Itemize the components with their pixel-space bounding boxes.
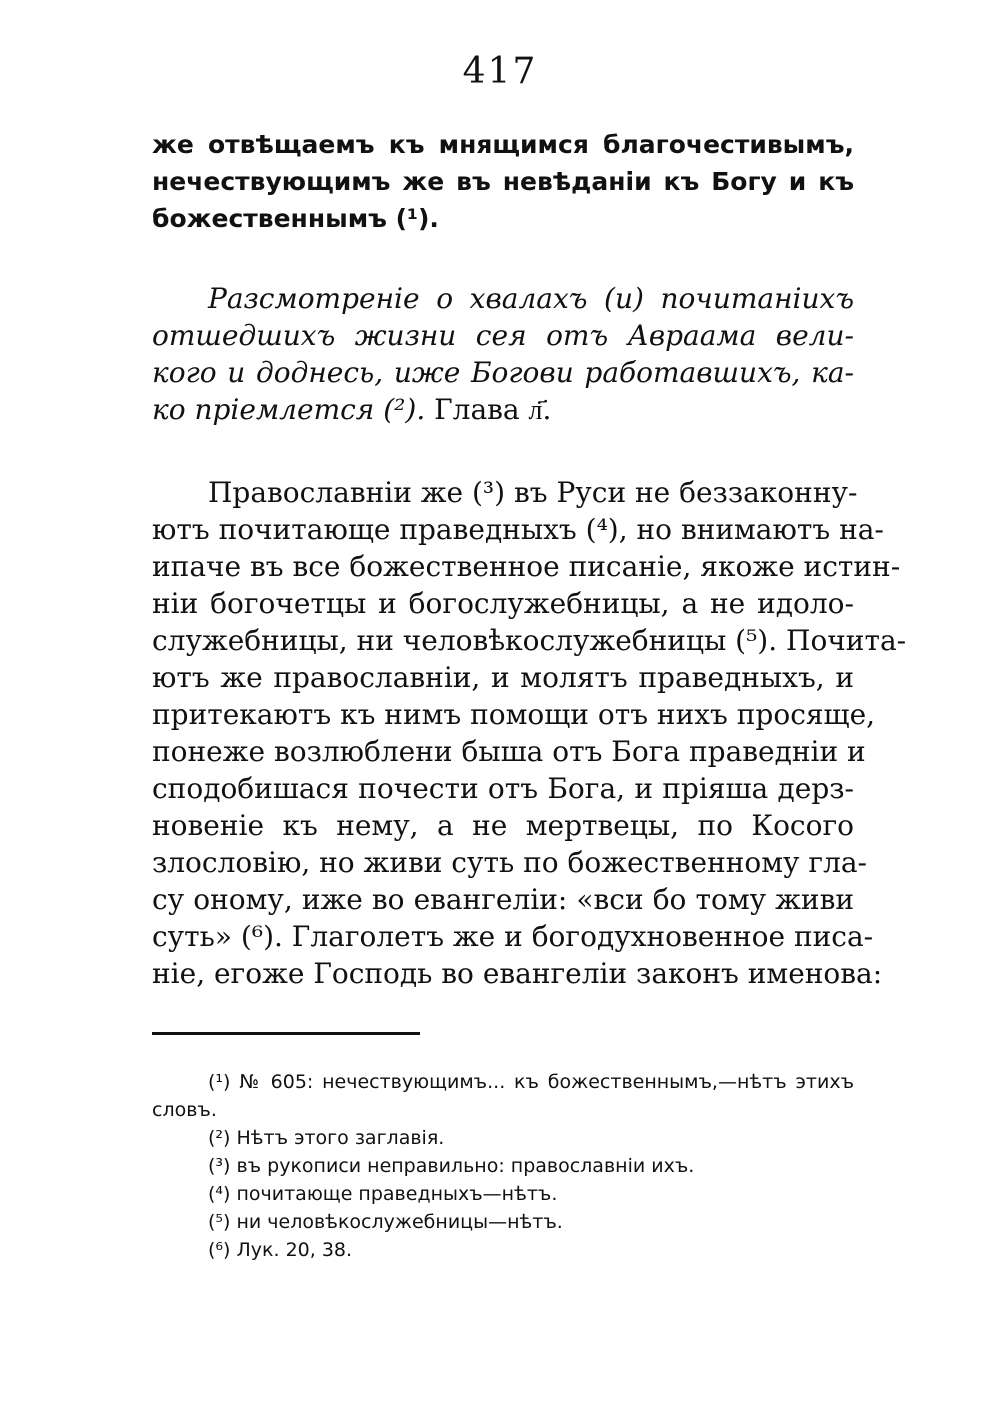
text-line: понеже возлюблени быша отъ Бога праведніи и bbox=[152, 735, 866, 768]
heading-line-italic: ко пріемлется (²). bbox=[152, 393, 426, 426]
text-line: ніи богочетцы и богослужебницы, а не идоло- bbox=[152, 587, 854, 620]
footnote-4: (⁴) почитающе праведныхъ—нѣтъ. bbox=[208, 1183, 558, 1205]
footnote-1: (¹) № 605: нечествующимъ... къ божественнымъ,—нѣтъ этихъ bbox=[208, 1071, 854, 1093]
heading-line bbox=[152, 280, 854, 317]
footnote-2: (²) Нѣтъ этого заглавія. bbox=[208, 1127, 445, 1149]
text-line: ютъ же православніи, и молятъ праведныхъ, и bbox=[152, 661, 854, 694]
text-line: нечествующимъ же въ невѣданіи къ Богу и къ bbox=[152, 167, 854, 196]
footnote-3: (³) въ рукописи неправильно: православніи ихъ. bbox=[208, 1155, 695, 1177]
text-line: божественнымъ (¹). bbox=[152, 204, 439, 233]
heading-line-text: Разсмотреніе о хвалахъ (и) почитаніихъ bbox=[208, 282, 854, 315]
footnote-6: (⁶) Лук. 20, 38. bbox=[208, 1239, 353, 1261]
heading-line: кого и доднесь, иже Богови работавшихъ, ка- bbox=[152, 356, 854, 389]
page-number: 417 bbox=[462, 51, 538, 92]
text-line: притекаютъ къ нимъ помощи отъ нихъ просяще, bbox=[152, 698, 876, 731]
text-line: новеніе къ нему, а не мертвецы, по Косого bbox=[152, 809, 854, 842]
first-paragraph bbox=[152, 126, 854, 237]
footnote-divider bbox=[152, 1032, 420, 1035]
text-line: ніе, егоже Господь во евангеліи законъ именова: bbox=[152, 957, 883, 990]
footnotes bbox=[152, 1068, 854, 1264]
text-line: же отвѣщаемъ къ мнящимся благочестивымъ, bbox=[152, 130, 854, 159]
chapter-heading bbox=[152, 280, 854, 428]
footnote-1-continuation: словъ. bbox=[152, 1099, 217, 1121]
text-line: суть» (⁶). Глаголетъ же и богодухновенное писа- bbox=[152, 920, 874, 953]
text-line: ипаче въ все божественное писаніе, якоже истин- bbox=[152, 550, 901, 583]
heading-line bbox=[152, 391, 854, 428]
chapter-number: Глава л҃. bbox=[434, 393, 552, 426]
text-line: ютъ почитающе праведныхъ (⁴), но внимаютъ на- bbox=[152, 513, 884, 546]
text-line: су оному, иже во евангеліи: «вси бо тому живи bbox=[152, 883, 854, 916]
text-line: сподобишася почести отъ Бога, и пріяша дерз- bbox=[152, 772, 854, 805]
main-paragraph bbox=[152, 474, 907, 992]
text-line: служебницы, ни человѣкослужебницы (⁵). Почита- bbox=[152, 624, 907, 657]
text-line: злословію, но живи суть по божественному гла- bbox=[152, 846, 868, 879]
text-line bbox=[152, 474, 858, 511]
footnote-5: (⁵) ни человѣкослужебницы—нѣтъ. bbox=[208, 1211, 563, 1233]
heading-line: отшедшихъ жизни сея отъ Авраама вели- bbox=[152, 319, 854, 352]
text-line-content: Православніи же (³) въ Руси не беззаконну- bbox=[208, 476, 858, 509]
